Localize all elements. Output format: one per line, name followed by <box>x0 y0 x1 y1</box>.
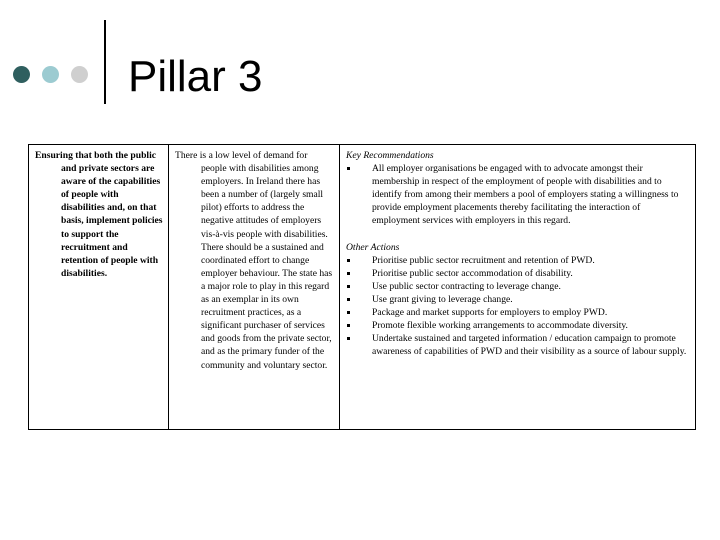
list-item: Use public sector contracting to leverage change. <box>346 280 690 293</box>
list-item: Undertake sustained and targeted information / education campaign to promote awareness of capabilities of PWD and their visibility as a source of labour supply. <box>346 332 690 358</box>
key-recommendations-heading: Key Recommendations <box>346 150 434 161</box>
context-text: There is a low level of demand for people with disabilities among employers. In Ireland there has been a number of (largely small pilot) efforts to address the negative attitudes of employers vis-à-vis people with disabilities. There should be a sustained and coordinated effort to change employer behaviour. The state has a major role to play in this regard as an exemplar in its own recruitment practices, as a significant purchaser of services and goods from the private sector, and as the primary funder of the community and voluntary sector. <box>175 150 333 371</box>
decorative-dot-grey <box>71 66 88 83</box>
recommendations-cell <box>339 145 695 429</box>
key-recommendations-list <box>346 162 690 227</box>
list-item: Prioritise public sector recruitment and retention of PWD. <box>346 254 690 267</box>
other-actions-heading: Other Actions <box>346 241 400 253</box>
pillar-table <box>28 144 696 430</box>
slide-title: Pillar 3 <box>128 52 263 101</box>
list-item: Prioritise public sector accommodation of disability. <box>346 267 690 280</box>
list-item: Package and market supports for employers to employ PWD. <box>346 306 690 319</box>
decorative-dot-dark <box>13 66 30 83</box>
list-item: Promote flexible working arrangements to accommodate diversity. <box>346 319 690 332</box>
list-item: Use grant giving to leverage change. <box>346 293 690 306</box>
objective-text: Ensuring that both the public and private sectors are aware of the capabilities of people with disabilities and, on that basis, implement policies to support the recruitment and retention of people with disabilities. <box>35 150 163 279</box>
list-item: All employer organisations be engaged with to advocate amongst their membership in respect of the employment of people with disabilities and to identify from among their members a pool of employers stating a willingness to provide employment placements thereby facilitating the interaction of employment services with employers in this regard. <box>346 162 690 227</box>
other-actions-list <box>346 254 690 359</box>
objective-cell <box>29 145 168 429</box>
title-divider <box>104 20 106 104</box>
context-cell <box>168 145 339 429</box>
decorative-dot-light-blue <box>42 66 59 83</box>
